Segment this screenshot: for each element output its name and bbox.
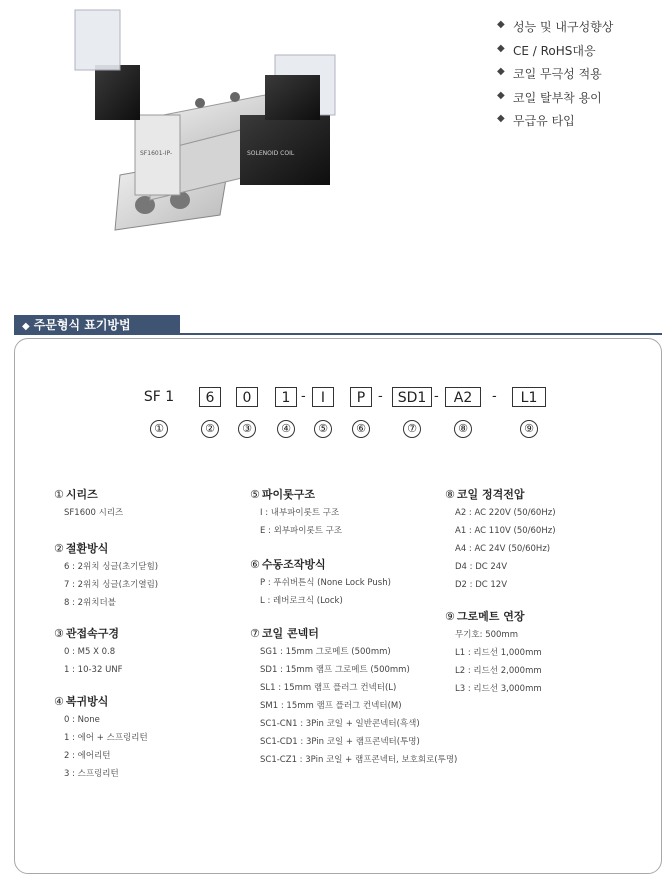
spec-item: L1 : 리드선 1,000mm xyxy=(455,648,542,658)
spec-item: 8 : 2위치더블 xyxy=(64,598,116,608)
spec-item: SC1-CN1 : 3Pin 코일 + 일반콘넥터(흑색) xyxy=(260,719,420,729)
spec-item: A4 : AC 24V (50/60Hz) xyxy=(455,544,551,554)
group-title: ⑤ 파이롯구조 xyxy=(250,488,316,501)
diamond-icon: ◆ xyxy=(497,89,505,101)
spec-item: SC1-CD1 : 3Pin 코일 + 램프콘넥터(투명) xyxy=(260,737,420,747)
code-number-2: ② xyxy=(201,420,219,438)
feature-item: ◆ 코일 무극성 적용 xyxy=(497,66,602,81)
group-port xyxy=(54,626,123,680)
group-title: ⑧ 코일 정격전압 xyxy=(445,488,525,501)
spec-item: SL1 : 15mm 램프 플러그 컨넥터(L) xyxy=(260,683,397,693)
group-switching xyxy=(54,541,158,613)
code-number-4: ④ xyxy=(277,420,295,438)
code-number-9: ⑨ xyxy=(520,420,538,438)
group-series xyxy=(54,487,123,523)
spec-item: SC1-CZ1 : 3Pin 코일 + 램프콘넥터, 보호회로(투명) xyxy=(260,755,458,765)
spec-item: SD1 : 15mm 램프 그로메트 (500mm) xyxy=(260,665,410,675)
spec-item: L2 : 리드선 2,000mm xyxy=(455,666,542,676)
spec-item: 2 : 에어리턴 xyxy=(64,751,111,761)
group-voltage xyxy=(445,487,556,595)
spec-item: 1 : 에어 + 스프링리턴 xyxy=(64,733,148,743)
diamond-icon: ◆ xyxy=(497,19,505,30)
diamond-icon: ◆ xyxy=(22,321,30,332)
code-manual: P xyxy=(350,387,372,407)
code-series: SF 1 xyxy=(143,389,175,405)
spec-item: I : 내부파이롯트 구조 xyxy=(260,508,340,518)
code-number-6: ⑥ xyxy=(352,420,370,438)
spec-item: A2 : AC 220V (50/60Hz) xyxy=(455,508,556,518)
code-connector: SD1 xyxy=(392,387,432,407)
group-grommet xyxy=(445,609,542,699)
code-voltage: A2 xyxy=(445,387,481,407)
spec-item: 1 : 10-32 UNF xyxy=(64,665,123,675)
spec-item: A1 : AC 110V (50/60Hz) xyxy=(455,526,556,536)
spec-item: 무기호: 500mm xyxy=(455,630,518,640)
feature-item: ◆ 성능 및 내구성향상 xyxy=(497,19,614,34)
feature-list xyxy=(497,18,613,136)
code-port: 0 xyxy=(236,387,258,407)
spec-item: 6 : 2위치 싱글(초기닫힘) xyxy=(64,562,159,572)
code-grommet: L1 xyxy=(512,387,546,407)
group-title: ① 시리즈 xyxy=(54,488,98,501)
spec-item: P : 푸쉬버튼식 (None Lock Push) xyxy=(260,578,391,588)
code-number-5: ⑤ xyxy=(314,420,332,438)
spec-item: E : 외부파이롯트 구조 xyxy=(260,526,343,536)
code-dash: - xyxy=(492,389,497,404)
spec-item: 0 : M5 X 0.8 xyxy=(64,647,116,657)
code-number-8: ⑧ xyxy=(454,420,472,438)
solenoid-valve-image xyxy=(50,5,360,235)
group-title: ③ 관접속구경 xyxy=(54,627,120,640)
code-dash: - xyxy=(378,389,383,404)
code-switching: 6 xyxy=(199,387,221,407)
spec-item: SG1 : 15mm 그로메트 (500mm) xyxy=(260,647,391,657)
code-return: 1 xyxy=(275,387,297,407)
code-number-1: ① xyxy=(150,420,168,438)
spec-item: SM1 : 15mm 램프 플러그 컨넥터(M) xyxy=(260,701,402,711)
spec-item: L3 : 리드선 3,000mm xyxy=(455,684,542,694)
spec-item: 3 : 스프링리턴 xyxy=(64,769,119,779)
group-manual xyxy=(250,557,391,611)
diamond-icon: ◆ xyxy=(497,113,505,124)
group-title: ⑦ 코일 콘넥터 xyxy=(250,627,319,640)
group-connector xyxy=(250,626,457,770)
code-pilot: I xyxy=(312,387,334,407)
group-title: ④ 복귀방식 xyxy=(54,695,109,708)
section-divider xyxy=(14,333,662,335)
code-number-3: ③ xyxy=(238,420,256,438)
feature-item: ◆ 코일 탈부착 용이 xyxy=(497,89,602,105)
product-photo xyxy=(50,5,360,235)
code-number-7: ⑦ xyxy=(403,420,421,438)
group-pilot xyxy=(250,487,342,541)
group-return xyxy=(54,694,148,784)
feature-item: ◆ CE / RoHS대응 xyxy=(497,42,596,58)
coil-marking-text: SOLENOID COIL xyxy=(247,150,295,157)
group-title: ⑥ 수동조작방식 xyxy=(250,558,326,571)
section-header: ◆ 주문형식 표기방법 xyxy=(14,315,180,335)
feature-item: ◆ 무급유 타입 xyxy=(497,113,575,128)
group-title: ⑨ 그로메트 연장 xyxy=(445,610,525,623)
body-marking-text: SF1601-IP- xyxy=(140,150,173,157)
spec-item: 7 : 2위치 싱글(초기열림) xyxy=(64,580,159,590)
spec-item: D4 : DC 24V xyxy=(455,562,508,572)
code-dash: - xyxy=(434,389,439,404)
spec-item: L : 레버로크식 (Lock) xyxy=(260,596,343,606)
code-dash: - xyxy=(301,389,306,404)
spec-item: SF1600 시리즈 xyxy=(64,508,124,518)
spec-item: 0 : None xyxy=(64,715,100,725)
diamond-icon: ◆ xyxy=(497,42,505,54)
spec-item: D2 : DC 12V xyxy=(455,580,508,590)
group-title: ② 절환방식 xyxy=(54,542,109,555)
diamond-icon: ◆ xyxy=(497,66,505,77)
